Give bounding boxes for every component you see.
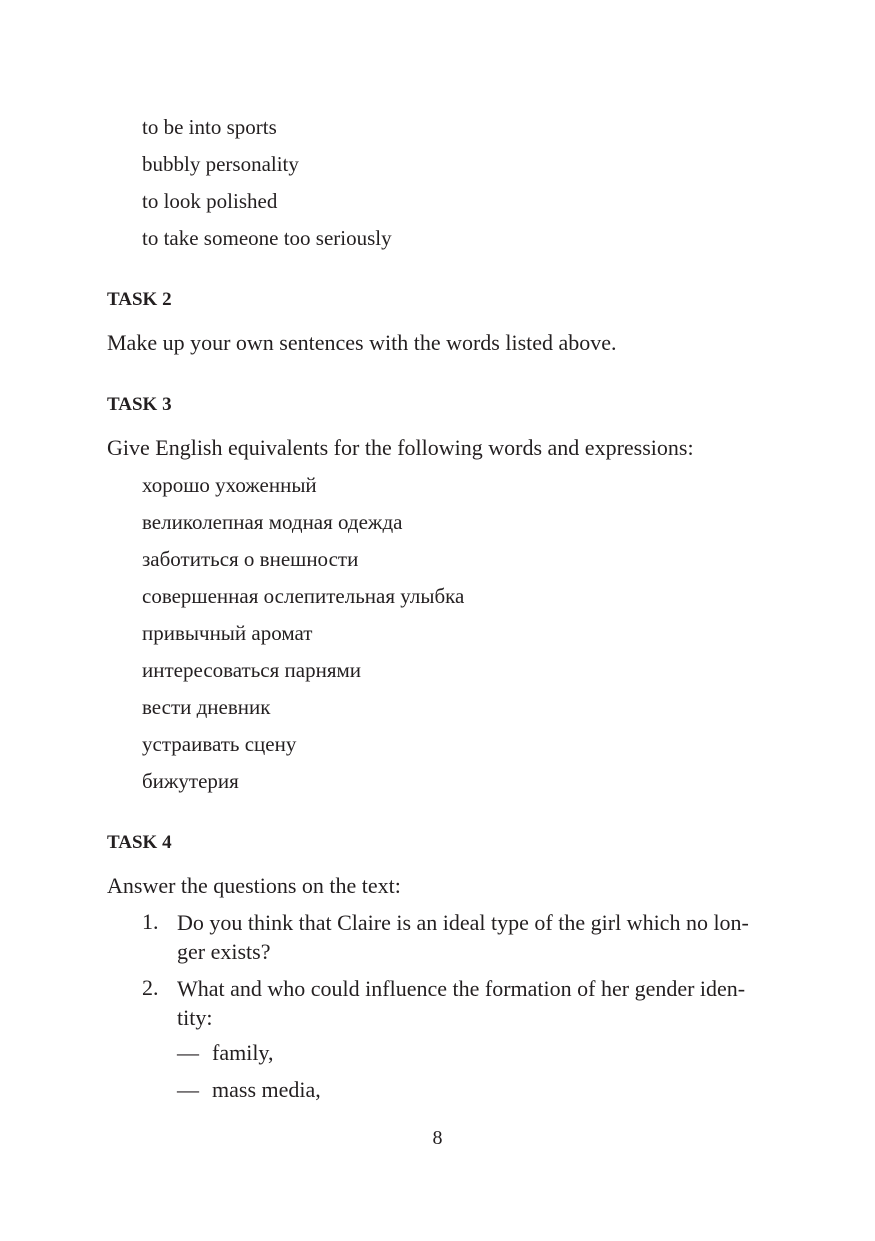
task3-title: TASK 3 xyxy=(107,394,172,415)
vocab-item: to take someone too seriously xyxy=(142,226,392,250)
task3-item: интересоваться парнями xyxy=(142,658,362,682)
question-number: 1. xyxy=(142,909,159,934)
task3-item: привычный аромат xyxy=(142,621,313,645)
question-line: Do you think that Claire is an ideal type of the girl which no lon- xyxy=(177,910,749,935)
question-text xyxy=(177,908,777,966)
task3-item: бижутерия xyxy=(142,769,239,793)
sub-item: mass media, xyxy=(212,1077,321,1102)
vocab-item: to be into sports xyxy=(142,115,277,139)
task3-item: хорошо ухоженный xyxy=(142,473,317,497)
page-number: 8 xyxy=(432,1127,443,1149)
sub-item: family, xyxy=(212,1040,274,1065)
question-text xyxy=(177,974,777,1032)
task3-instruction: Give English equivalents for the following words and expressions: xyxy=(107,435,694,460)
task3-item: устраивать сцену xyxy=(142,732,297,756)
question-line: ger exists? xyxy=(177,939,271,964)
task3-item: совершенная ослепительная улыбка xyxy=(142,584,465,608)
vocab-item: to look polished xyxy=(142,189,278,213)
em-dash: — xyxy=(177,1077,199,1102)
em-dash: — xyxy=(177,1040,199,1065)
task4-title: TASK 4 xyxy=(107,832,172,853)
task2-title: TASK 2 xyxy=(107,289,172,310)
task2-instruction: Make up your own sentences with the words listed above. xyxy=(107,330,617,355)
task3-item: заботиться о внешности xyxy=(142,547,359,571)
task3-item: вести дневник xyxy=(142,695,271,719)
vocab-item: bubbly personality xyxy=(142,152,299,176)
task3-item: великолепная модная одежда xyxy=(142,510,403,534)
question-line: What and who could influence the formation of her gender iden- xyxy=(177,976,746,1001)
question-number: 2. xyxy=(142,975,159,1000)
question-line: tity: xyxy=(177,1005,213,1030)
task4-instruction: Answer the questions on the text: xyxy=(107,873,401,898)
